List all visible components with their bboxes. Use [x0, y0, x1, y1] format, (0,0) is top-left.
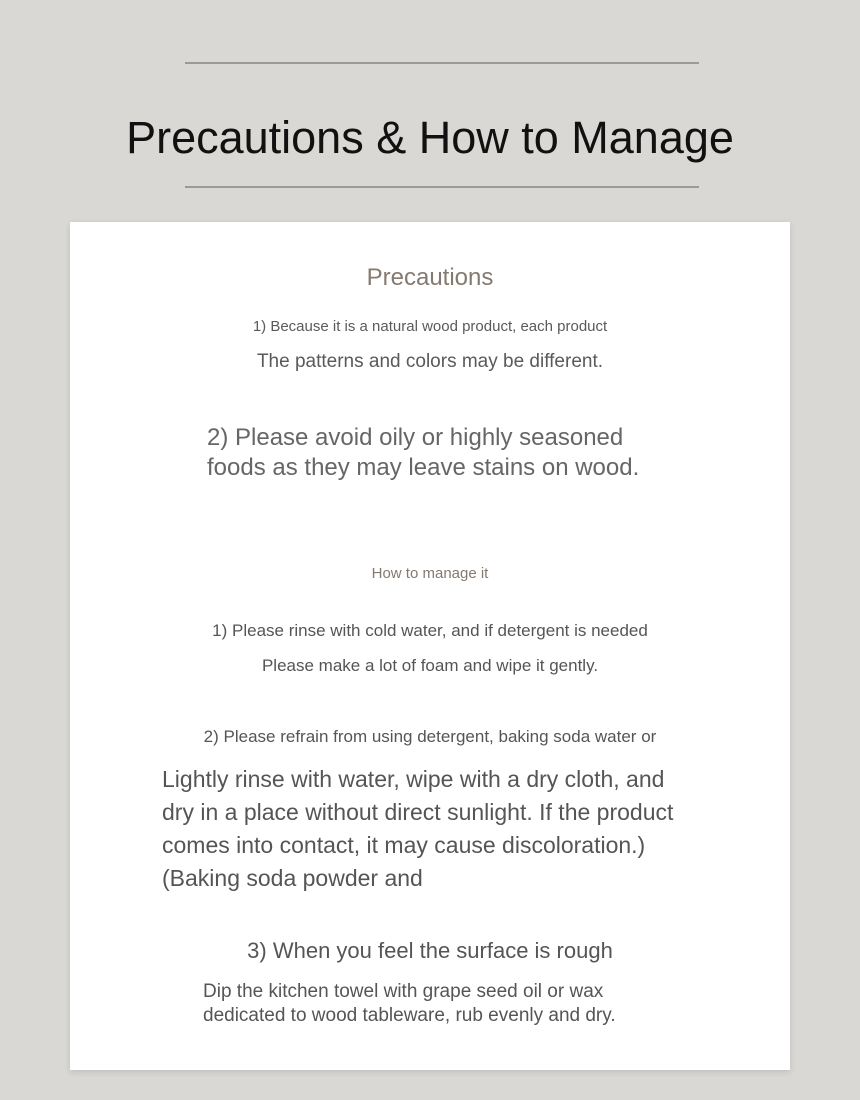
manage-3-title: 3) When you feel the surface is rough: [247, 938, 613, 963]
manage-2-line-1: 2) Please refrain from using detergent, baking soda water or: [203, 727, 657, 746]
precaution-1-line-1: 1) Because it is a natural wood product, each product: [252, 318, 608, 335]
content-card: [70, 222, 790, 1070]
manage-1-line-1: 1) Please rinse with cold water, and if detergent is needed: [212, 621, 648, 640]
bottom-divider: [185, 186, 699, 188]
top-divider: [185, 62, 699, 64]
precaution-2: 2) Please avoid oily or highly seasoned foods as they may leave stains on wood.: [207, 424, 640, 481]
manage-2-body: Lightly rinse with water, wipe with a dry cloth, and dry in a place without direct sunlight. If the product comes into contact, it may cause discoloration.) (Baking soda powder and: [162, 766, 674, 891]
page-title: Precautions & How to Manage: [126, 112, 734, 163]
precaution-1-line-2: The patterns and colors may be different.: [256, 351, 604, 372]
precautions-heading: Precautions: [366, 264, 494, 291]
manage-3-body: Dip the kitchen towel with grape seed oil or wax dedicated to wood tableware, rub evenly and dry.: [203, 981, 616, 1026]
manage-heading: How to manage it: [371, 565, 489, 582]
manage-1-line-2: Please make a lot of foam and wipe it gently.: [261, 656, 599, 675]
